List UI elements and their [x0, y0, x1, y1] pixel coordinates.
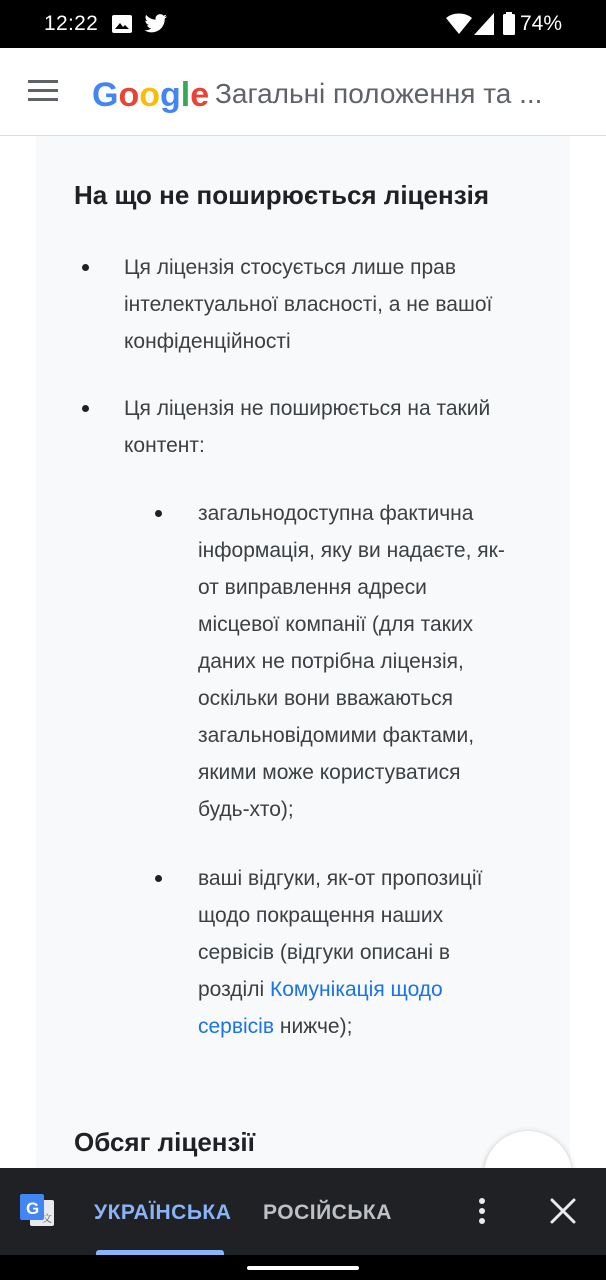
communication-link-cont[interactable]: сервісів	[198, 1015, 275, 1038]
battery-percent: 74%	[520, 12, 563, 35]
google-translate-icon	[18, 1192, 56, 1230]
page-title: Загальні положення та ...	[215, 78, 543, 109]
wifi-icon	[446, 13, 472, 35]
signal-icon	[474, 13, 494, 35]
home-handle[interactable]	[247, 1266, 359, 1270]
bullet	[155, 875, 162, 882]
bullet	[82, 405, 89, 412]
app-bar	[0, 48, 606, 136]
system-nav-bar	[0, 1255, 606, 1280]
tab-ukrainian[interactable]: УКРАЇНСЬКА	[94, 1201, 232, 1224]
close-icon[interactable]	[550, 1198, 576, 1224]
list-item: Ця ліцензія не поширюється на такий контент:	[124, 397, 491, 457]
communication-link[interactable]: Комунікація щодо	[269, 978, 443, 1001]
section-heading: На що не поширюється ліцензія	[74, 180, 490, 210]
twitter-icon	[144, 14, 168, 34]
svg-text:文: 文	[42, 1214, 52, 1225]
battery-icon	[503, 12, 515, 35]
svg-text:G: G	[26, 1199, 40, 1218]
image-icon	[112, 15, 132, 33]
status-time: 12:22	[44, 12, 99, 35]
svg-text:Google: Google	[92, 76, 210, 114]
tab-russian[interactable]: РОСІЙСЬКА	[263, 1201, 392, 1224]
sub-list-item: загальнодоступна фактична інформація, яку ви надаєте, як- от виправлення адреси місцевої компанії (для таких даних не потрібна ліцензія, оскільки вони вважаються загальновідомими фактами, якими може користуватися будь-хто);	[198, 502, 505, 821]
google-logo[interactable]	[92, 76, 210, 116]
next-section-heading: Обсяг ліцензії	[74, 1127, 255, 1157]
list-item: Ця ліцензія стосується лише прав інтелектуальної власності, а не вашої конфіденційності	[124, 256, 493, 353]
menu-icon[interactable]	[28, 80, 58, 102]
more-vert-icon[interactable]	[472, 1196, 492, 1226]
status-bar	[0, 0, 606, 48]
bullet	[155, 510, 162, 517]
translate-bar	[0, 1168, 606, 1255]
sub-list-item: ваші відгуки, як-от пропозиції щодо покращення наших сервісів (відгуки описані в розділі Комунікація щодо сервісів нижче);	[198, 867, 483, 1038]
bullet	[82, 264, 89, 271]
